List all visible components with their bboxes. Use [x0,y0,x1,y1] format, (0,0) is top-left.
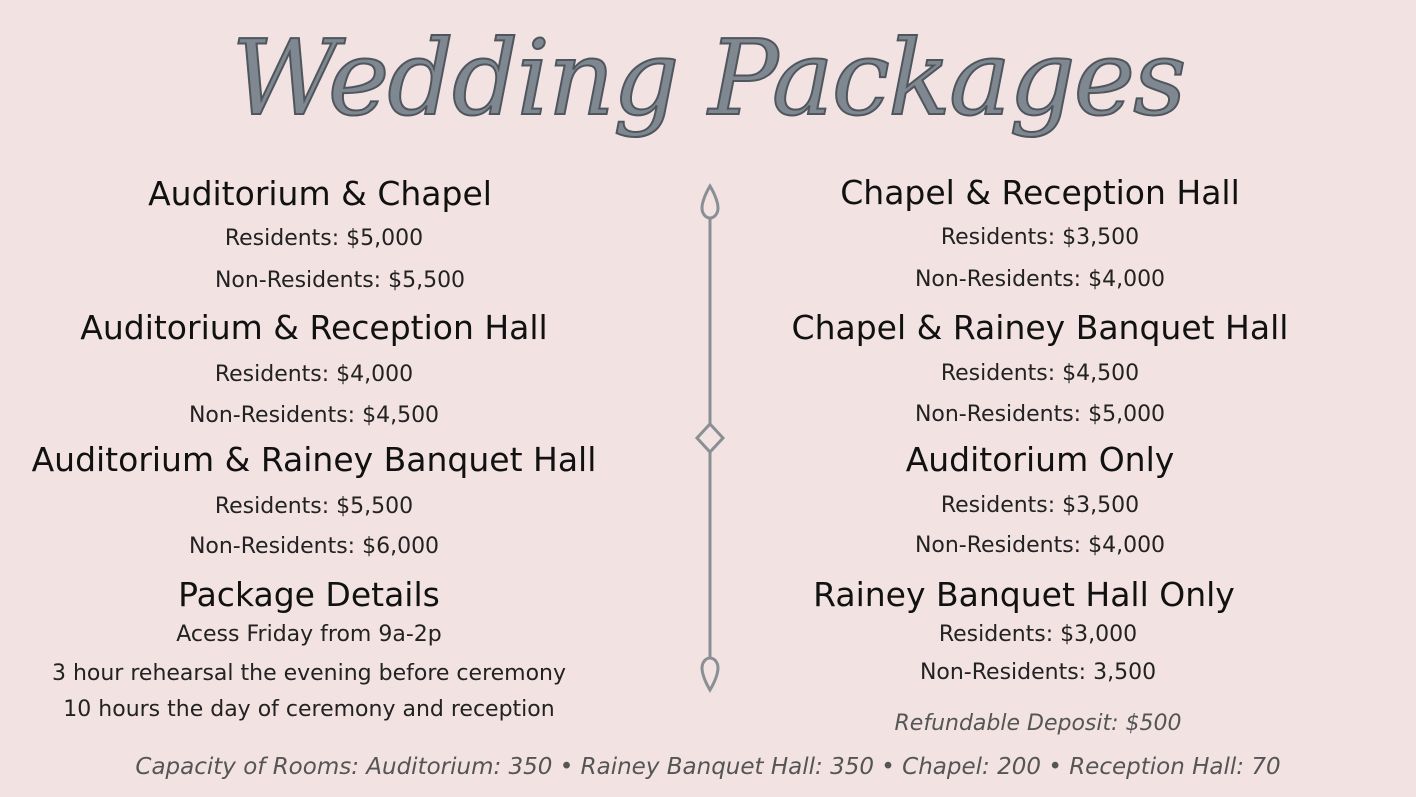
package-detail-line: 3 hour rehearsal the evening before ceremony [51,661,567,686]
non-residents-price: Non-Residents: 3,500 [919,660,1157,685]
non-residents-price: Non-Residents: $6,000 [188,534,440,559]
non-residents-price: Non-Residents: $4,500 [188,403,440,428]
package-name: Chapel & Rainey Banquet Hall [791,308,1289,347]
package-name: Chapel & Reception Hall [840,173,1240,212]
residents-price: Residents: $3,500 [940,225,1140,250]
non-residents-price: Non-Residents: $4,000 [914,267,1166,292]
ornamental-divider [690,180,730,700]
non-residents-price: Non-Residents: $5,000 [914,402,1166,427]
residents-price: Residents: $4,000 [214,362,414,387]
room-capacity-footer: Capacity of Rooms: Auditorium: 350 • Rainey Banquet Hall: 350 • Chapel: 200 • Reception Hall: 70 [135,754,1281,780]
page-title: Wedding Packages [231,17,1185,139]
residents-price: Residents: $3,000 [938,622,1138,647]
refundable-deposit: Refundable Deposit: $500 [894,711,1182,736]
residents-price: Residents: $4,500 [940,361,1140,386]
package-detail-line: Acess Friday from 9a-2p [176,622,442,647]
package-name: Auditorium Only [905,440,1175,479]
package-detail-line: 10 hours the day of ceremony and reception [63,697,555,722]
residents-price: Residents: $3,500 [940,493,1140,518]
package-name: Rainey Banquet Hall Only [813,575,1235,614]
non-residents-price: Non-Residents: $5,500 [214,268,466,293]
residents-price: Residents: $5,500 [214,494,414,519]
package-name: Auditorium & Chapel [148,174,492,213]
non-residents-price: Non-Residents: $4,000 [914,533,1166,558]
package-details-heading: Package Details [178,575,440,614]
left-packages-column [30,0,610,797]
right-packages-column [760,0,1320,797]
package-name: Auditorium & Reception Hall [80,308,548,347]
package-name: Auditorium & Rainey Banquet Hall [31,440,597,479]
residents-price: Residents: $5,000 [224,226,424,251]
